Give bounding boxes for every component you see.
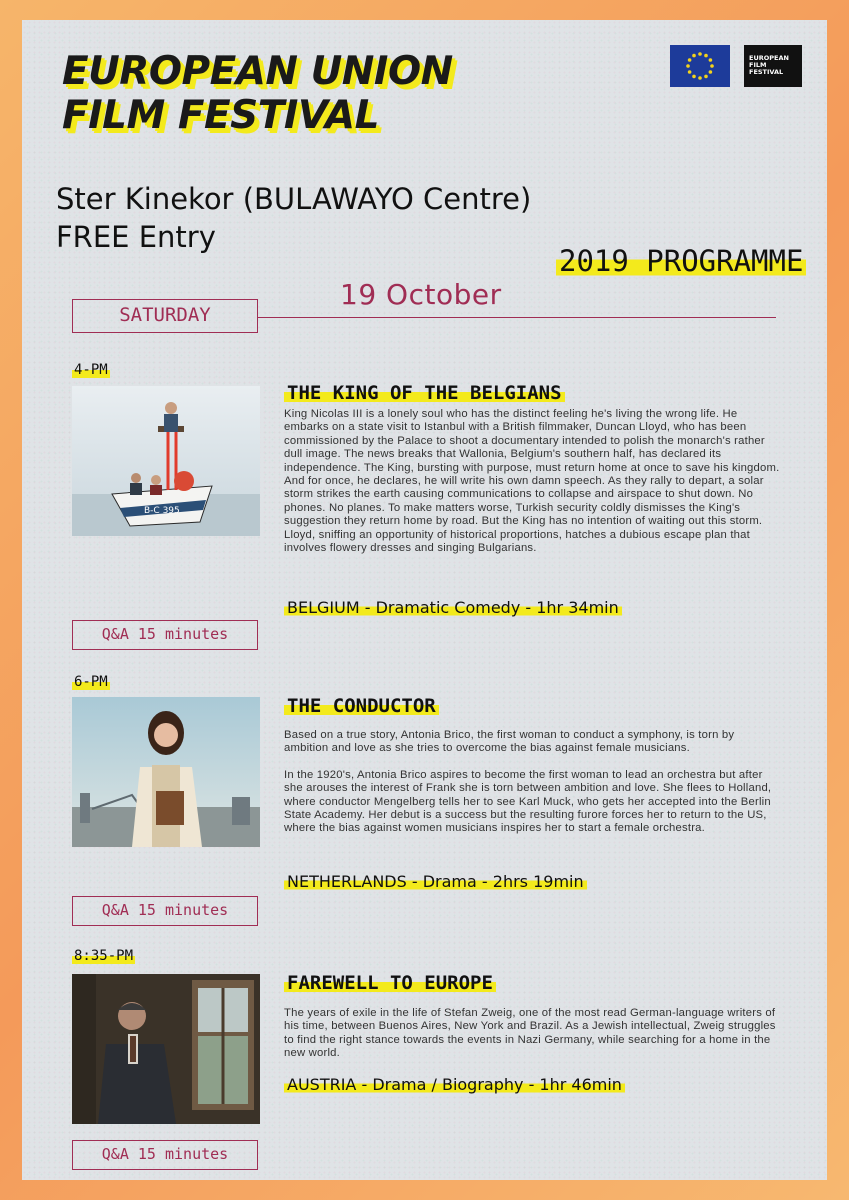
festival-date: 19 October [340,278,502,311]
film-meta [284,1075,625,1094]
qa-label: Q&A 15 minutes [72,896,258,926]
festival-title-line1: EUROPEAN UNION [62,49,453,94]
film-description [284,1007,780,1074]
film-meta-text: AUSTRIA - Drama / Biography - 1hr 46min [284,1075,625,1094]
qa-label: Q&A 15 minutes [72,620,258,650]
festival-title [62,50,453,138]
boat-number: B-C 395 [144,506,180,516]
eu-flag-icon [670,45,730,87]
film-meta-text: BELGIUM - Dramatic Comedy - 1hr 34min [284,598,622,617]
film-still-the-conductor [72,697,260,847]
film-still-farewell-to-europe [72,974,260,1124]
programme-text: 2019 PROGRAMME [556,244,806,278]
logo-line3: FESTIVAL [749,68,784,76]
entry-info: FREE Entry [56,220,216,254]
film-time-text: 8:35-PM [74,948,134,964]
festival-title-line2: FILM FESTIVAL [62,93,379,138]
film-description-paragraph: In the 1920's, Antonia Brico aspires to become the first woman to lead an orchestra but after she arouses the interest of Frank she is torn between ambition and love. She flees to Holland, where conductor Mengelberg tells her to see Karl Muck, who gets her accepted into the Berlin State Academy. Her debut is a success but the resulting furore forces her to return to the US, where the bias against women musicians inspires her to start a female orchestra. [284,768,772,835]
film-time [72,674,110,690]
logo-line1: EUROPEAN [749,54,789,62]
film-title-text: THE KING OF THE BELGIANS [284,382,565,404]
film-time [72,948,135,964]
film-description-paragraph: King Nicolas III is a lonely soul who has the distinct feeling he's living the wrong life. He embarks on a state visit to Istanbul with a British filmmaker, Duncan Lloyd, who has been commissioned by the Palace to shoot a documentary intended to polish the monarch's rather dull image. The news breaks that Wallonia, Belgium's southern half, has declared its independence. The King, bursting with purpose, must return home at once to save his kingdom. And for once, he declares, he will write his own damn speech. As they rally to depart, a solar storm strikes the earth causing communications to collapse and airspace to shut down. No phones. No planes. To make matters worse, Turkish security coldly dismisses the King's suggestion they return home by road. But the King has no intention of waiting out this storm. Lloyd, sniffing an opportunity of historical proportions, hatches a dubious escape plan that involves flowery dresses and singing Bulgarians. [284,408,780,555]
film-description [284,729,780,849]
film-time [72,362,110,378]
venue-block [56,180,531,256]
film-title-text: FAREWELL TO EUROPE [284,972,496,994]
eu-film-festival-logo [744,45,802,87]
film-description-paragraph: Based on a true story, Antonia Brico, the first woman to conduct a symphony, is torn by ambition and love as she tries to overcome the bias against female musicians. [284,729,735,755]
day-label: SATURDAY [72,299,258,333]
qa-label: Q&A 15 minutes [72,1140,258,1170]
venue-name: Ster Kinekor (BULAWAYO Centre) [56,182,532,216]
film-meta-text: NETHERLANDS - Drama - 2hrs 19min [284,872,587,891]
poster [22,20,827,1180]
film-title-text: THE CONDUCTOR [284,695,439,717]
film-title [284,695,439,717]
film-title [284,382,565,404]
film-time-text: 4-PM [74,362,108,378]
film-description [284,408,780,568]
film-meta [284,872,587,891]
film-meta [284,598,622,617]
programme-label [556,244,806,278]
film-still-king-of-belgians [72,386,260,536]
film-title [284,972,496,994]
film-time-text: 6-PM [74,674,108,690]
date-divider [258,317,776,318]
film-description-paragraph: The years of exile in the life of Stefan Zweig, one of the most read German-language writers of his time, between Buenos Aires, New York and Brazil. As a Jewish intellectual, Zweig struggles to find the right stance towards the events in Nazi Germany, while searching for a home in the new world. [284,1007,776,1060]
logo-line2: FILM [749,61,767,69]
